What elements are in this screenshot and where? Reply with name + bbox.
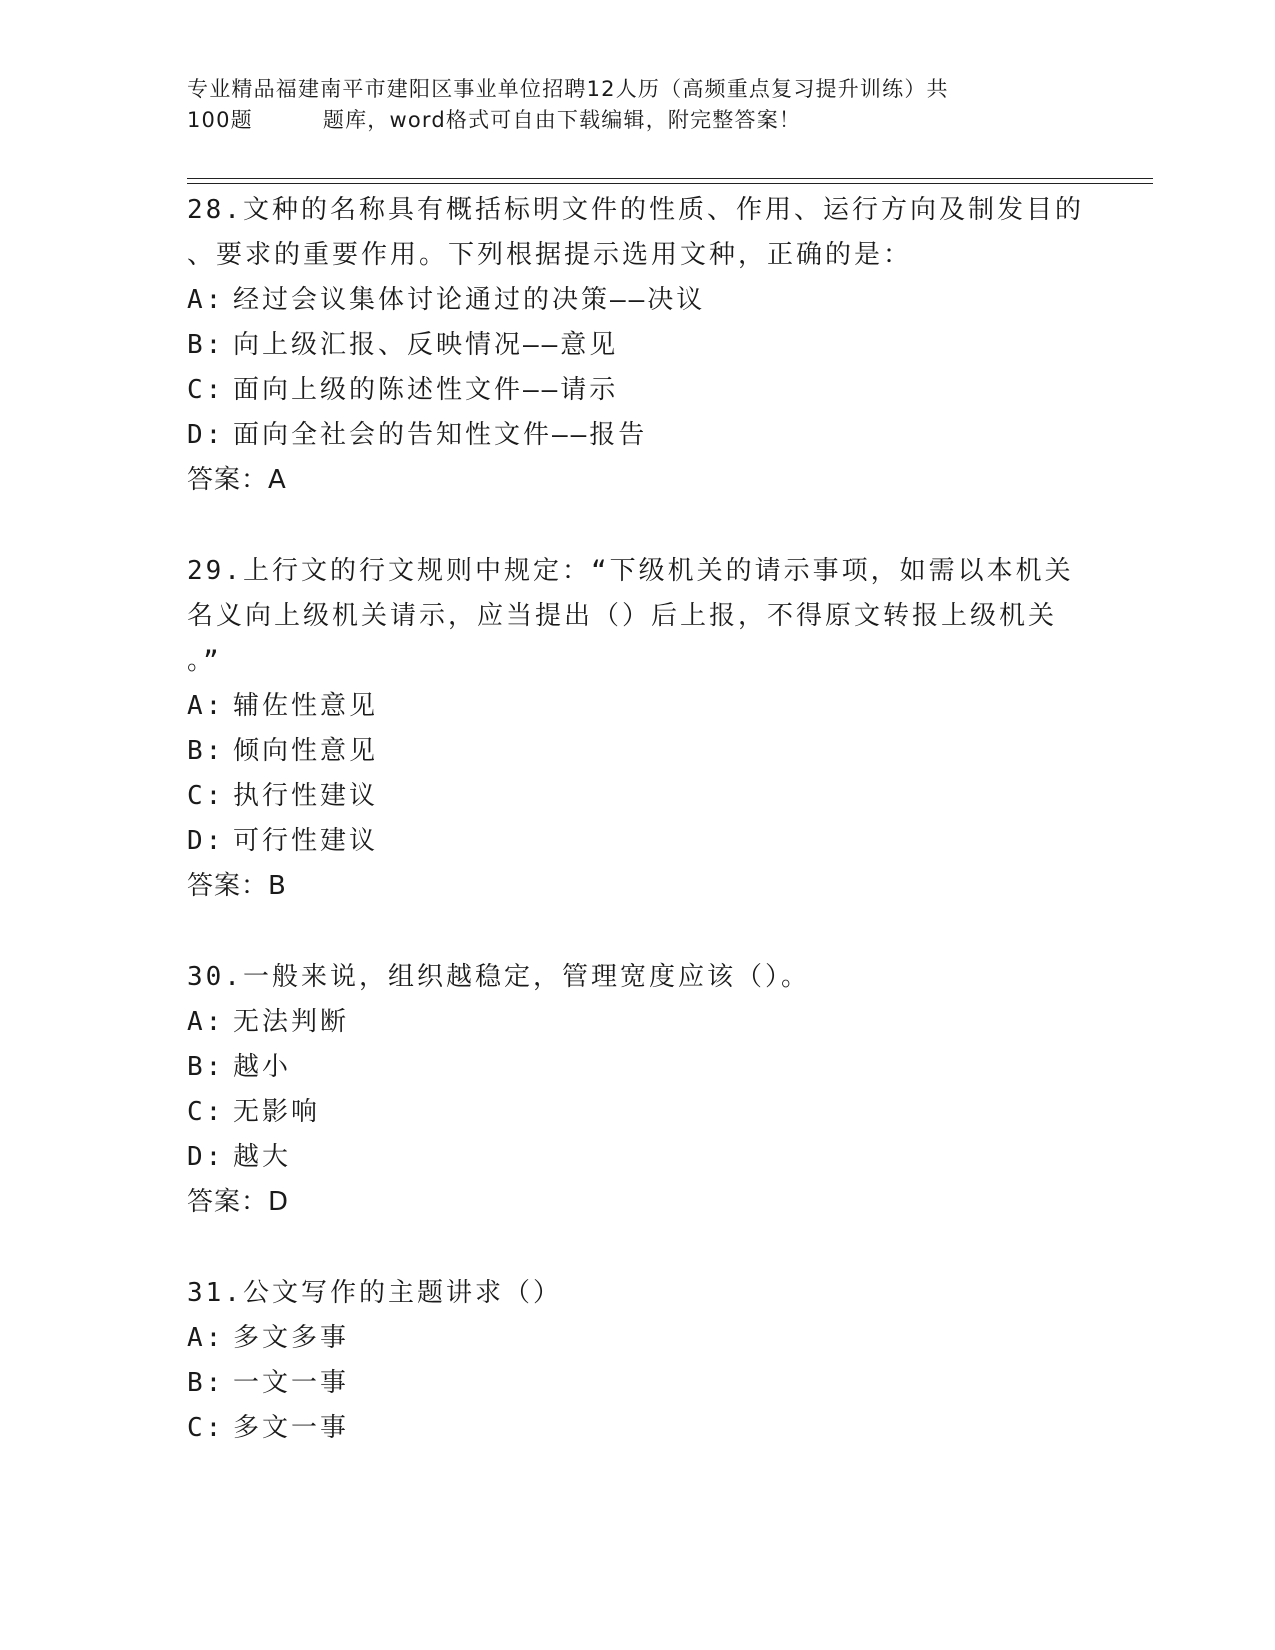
option-c: C: 面向上级的陈述性文件——请示	[187, 375, 619, 405]
option-a: A: 经过会议集体讨论通过的决策——决议	[187, 285, 706, 315]
question-stem: 30.一般来说，组织越稳定，管理宽度应该（）。	[187, 962, 810, 992]
question-stem: 29.上行文的行文规则中规定：“下级机关的请示事项，如需以本机关 名义向上级机关请示，应当提出（）后上报，不得原文转报上级机关 。”	[187, 556, 1074, 676]
header-count: 100题	[187, 108, 253, 132]
option-b: B: 一文一事	[187, 1368, 350, 1398]
option-a: A: 辅佐性意见	[187, 691, 379, 721]
question-stem: 28.文种的名称具有概括标明文件的性质、作用、运行方向及制发目的 、要求的重要作用。下列根据提示选用文种，正确的是：	[187, 195, 1084, 270]
document-header	[187, 74, 1087, 136]
answer: 答案：A	[187, 465, 287, 495]
answer: 答案：D	[187, 1187, 290, 1217]
question-stem: 31.公文写作的主题讲求（）	[187, 1278, 562, 1308]
option-a: A: 多文多事	[187, 1323, 350, 1353]
question-29	[187, 549, 1087, 909]
option-a: A: 无法判断	[187, 1007, 350, 1037]
question-30	[187, 955, 1087, 1225]
option-d: D: 面向全社会的告知性文件——报告	[187, 420, 648, 450]
header-rule-top	[187, 178, 1153, 179]
header-description: 题库，word格式可自由下载编辑，附完整答案！	[322, 108, 802, 132]
header-rule-bottom	[187, 183, 1153, 184]
option-b: B: 倾向性意见	[187, 736, 379, 766]
question-list	[187, 188, 1087, 1497]
option-c: C: 多文一事	[187, 1413, 350, 1443]
option-c: C: 无影响	[187, 1097, 321, 1127]
option-d: D: 可行性建议	[187, 826, 379, 856]
option-d: D: 越大	[187, 1142, 292, 1172]
header-line-2	[187, 105, 1087, 136]
question-31	[187, 1271, 1087, 1451]
option-c: C: 执行性建议	[187, 781, 379, 811]
option-b: B: 越小	[187, 1052, 292, 1082]
answer: 答案：B	[187, 871, 287, 901]
option-b: B: 向上级汇报、反映情况——意见	[187, 330, 619, 360]
header-line-1: 专业精品福建南平市建阳区事业单位招聘12人历（高频重点复习提升训练）共	[187, 77, 949, 101]
question-28	[187, 188, 1087, 503]
